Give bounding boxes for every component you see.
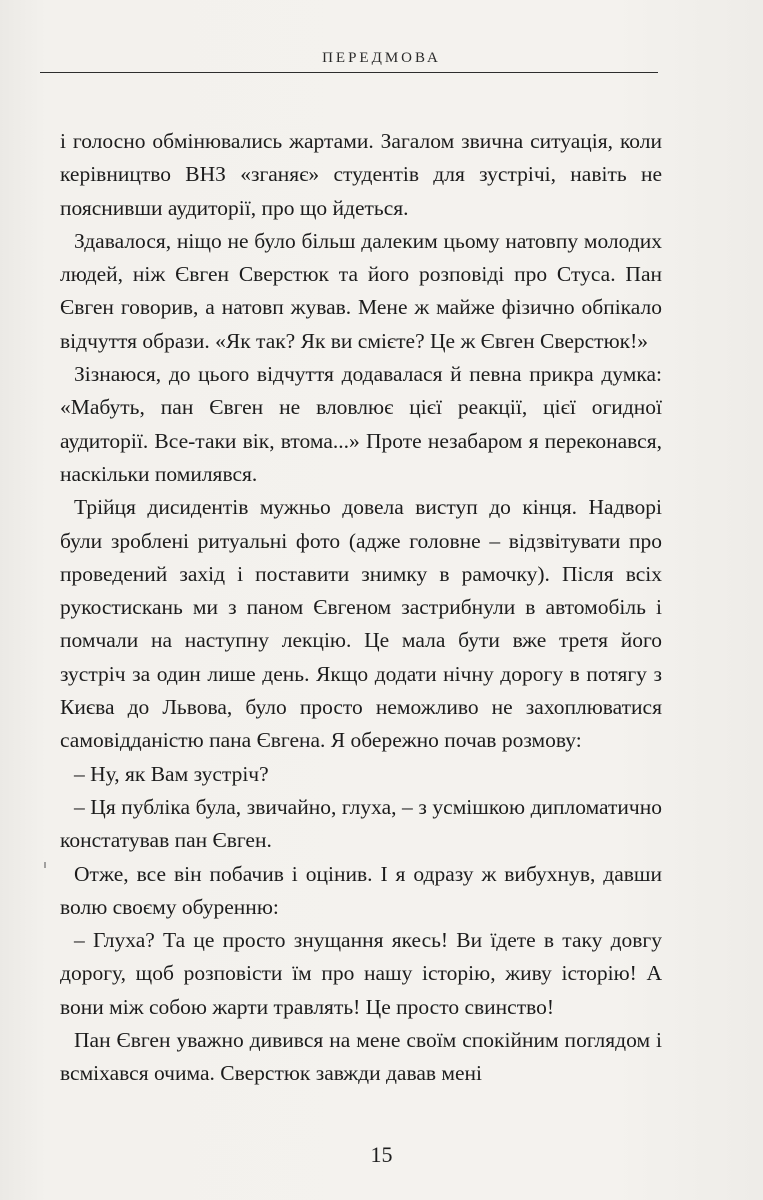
body-text: [60, 125, 662, 1091]
dialogue-line-3: – Глуха? Та це просто знущання якесь! Ви їдете в таку довгу дорогу, щоб розповісти їм про нашу історію, живу історію! А вони між собою жарти травлять! Це просто свинство!: [60, 928, 662, 1019]
paragraph-5: Отже, все він побачив і оцінив. І я одразу ж вибухнув, давши волю своєму обуренню:: [60, 861, 662, 919]
paragraph-4: Трійця дисидентів мужньо довела виступ до кінця. Надворі були зроблені ритуальні фото (адже головне – відзвітувати про проведений захід і поставити знимку в рамочку). Після всіх рукостискань ми з паном Євгеном застрибнули в автомобіль і помчали на наступну лекцію. Це мала бути вже третя його зустріч за один лише день. Якщо додати нічну дорогу в потягу з Києва до Львова, було просто неможливо не захоплюватися самовідданістю пана Євгена. Я обережно почав розмову:: [60, 495, 662, 753]
dialogue-line-2: – Ця публіка була, звичайно, глуха, – з усмішкою дипломатично констатував пан Євген.: [60, 794, 662, 853]
paragraph-2: Здавалося, ніщо не було більш далеким цьому натовпу молодих людей, ніж Євген Сверстюк та його розповіді про Стуса. Пан Євген говорив, а натовп жував. Мене ж майже фізично обпікало відчуття образи. «Як так? Як ви смієте? Це ж Євген Сверстюк!»: [60, 228, 662, 353]
margin-mark: [44, 862, 46, 868]
paragraph-1: і голосно обмінювались жартами. Загалом звична ситуація, коли керівництво ВНЗ «зганяє» студентів для зустрічі, навіть не пояснивши аудиторії, про що йдеться.: [60, 129, 662, 220]
page-number: 15: [370, 1142, 393, 1167]
dialogue-line-1: – Ну, як Вам зустріч?: [74, 761, 269, 786]
paragraph-6: Пан Євген уважно дивився на мене своїм спокійним поглядом і всміхався очима. Сверстюк завжди давав мені: [60, 1028, 662, 1086]
header-rule: [40, 72, 658, 73]
paragraph-3: Зізнаюся, до цього відчуття додавалася й певна прикра думка: «Мабуть, пан Євген не вловлює цієї реакції, цієї огидної аудиторії. Все-таки вік, втома...» Проте незабаром я переконався, наскільки помилявся.: [60, 362, 662, 486]
running-head: ПЕРЕДМОВА: [322, 50, 441, 66]
